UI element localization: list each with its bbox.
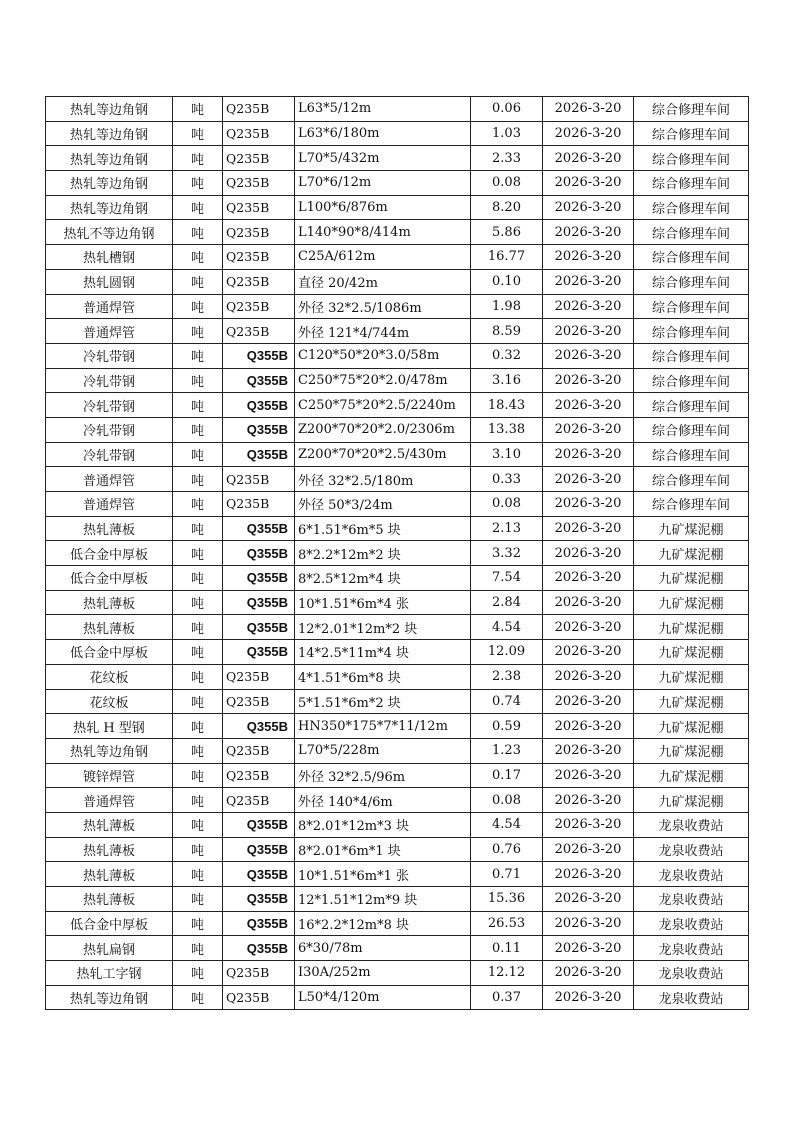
table-row [46,343,749,368]
item-name-cell: 普通焊管 [46,319,173,344]
table-row [46,195,749,220]
grade-cell: Q355B [223,516,295,541]
date-cell: 2026-3-20 [543,615,634,640]
table-row [46,245,749,270]
table-row [46,689,749,714]
unit-cell: 吨 [173,195,223,220]
grade-cell: Q235B [223,492,295,517]
spec-cell: 外径 140*4/6m [295,788,471,813]
spec-cell: 外径 121*4/744m [295,319,471,344]
item-name-cell: 冷轧带钢 [46,442,173,467]
destination-cell: 综合修理车间 [634,146,749,171]
unit-cell: 吨 [173,97,223,122]
spec-cell: 外径 32*2.5/96m [295,763,471,788]
unit-cell: 吨 [173,566,223,591]
unit-cell: 吨 [173,516,223,541]
destination-cell: 综合修理车间 [634,442,749,467]
item-name-cell: 热轧薄板 [46,516,173,541]
table-row [46,220,749,245]
grade-cell: Q235B [223,195,295,220]
quantity-cell: 13.38 [471,417,543,442]
date-cell: 2026-3-20 [543,911,634,936]
spec-cell: L140*90*8/414m [295,220,471,245]
quantity-cell: 0.10 [471,269,543,294]
item-name-cell: 热轧等边角钢 [46,985,173,1010]
date-cell: 2026-3-20 [543,862,634,887]
date-cell: 2026-3-20 [543,837,634,862]
item-name-cell: 冷轧带钢 [46,343,173,368]
date-cell: 2026-3-20 [543,442,634,467]
date-cell: 2026-3-20 [543,738,634,763]
quantity-cell: 3.32 [471,541,543,566]
table-row [46,887,749,912]
quantity-cell: 3.10 [471,442,543,467]
table-row [46,467,749,492]
item-name-cell: 热轧槽钢 [46,245,173,270]
spec-cell: 外径 50*3/24m [295,492,471,517]
table-row [46,566,749,591]
unit-cell: 吨 [173,245,223,270]
grade-cell: Q355B [223,714,295,739]
grade-cell: Q235B [223,269,295,294]
date-cell: 2026-3-20 [543,516,634,541]
destination-cell: 九矿煤泥棚 [634,516,749,541]
spec-cell: 外径 32*2.5/1086m [295,294,471,319]
destination-cell: 综合修理车间 [634,97,749,122]
table-row [46,492,749,517]
unit-cell: 吨 [173,862,223,887]
spec-cell: 8*2.01*6m*1 块 [295,837,471,862]
item-name-cell: 热轧薄板 [46,812,173,837]
date-cell: 2026-3-20 [543,220,634,245]
spec-cell: L70*6/12m [295,171,471,196]
unit-cell: 吨 [173,640,223,665]
table-row [46,640,749,665]
destination-cell: 九矿煤泥棚 [634,714,749,739]
unit-cell: 吨 [173,220,223,245]
quantity-cell: 8.20 [471,195,543,220]
table-row [46,171,749,196]
unit-cell: 吨 [173,936,223,961]
spec-cell: Z200*70*20*2.5/430m [295,442,471,467]
grade-cell: Q355B [223,615,295,640]
destination-cell: 龙泉收费站 [634,961,749,986]
grade-cell: Q235B [223,146,295,171]
grade-cell: Q235B [223,220,295,245]
spec-cell: 10*1.51*6m*1 张 [295,862,471,887]
unit-cell: 吨 [173,343,223,368]
item-name-cell: 热轧不等边角钢 [46,220,173,245]
item-name-cell: 热轧等边角钢 [46,171,173,196]
unit-cell: 吨 [173,590,223,615]
quantity-cell: 0.71 [471,862,543,887]
spec-cell: 8*2.2*12m*2 块 [295,541,471,566]
date-cell: 2026-3-20 [543,961,634,986]
spec-cell: L63*5/12m [295,97,471,122]
date-cell: 2026-3-20 [543,689,634,714]
item-name-cell: 热轧薄板 [46,837,173,862]
unit-cell: 吨 [173,492,223,517]
destination-cell: 龙泉收费站 [634,812,749,837]
quantity-cell: 1.23 [471,738,543,763]
destination-cell: 九矿煤泥棚 [634,640,749,665]
date-cell: 2026-3-20 [543,763,634,788]
table-row [46,541,749,566]
quantity-cell: 0.74 [471,689,543,714]
destination-cell: 综合修理车间 [634,220,749,245]
date-cell: 2026-3-20 [543,812,634,837]
item-name-cell: 冷轧带钢 [46,417,173,442]
grade-cell: Q235B [223,788,295,813]
unit-cell: 吨 [173,738,223,763]
destination-cell: 九矿煤泥棚 [634,689,749,714]
table-row [46,97,749,122]
spec-cell: C250*75*20*2.0/478m [295,368,471,393]
table-row [46,269,749,294]
quantity-cell: 16.77 [471,245,543,270]
table-row [46,862,749,887]
table-row [46,590,749,615]
unit-cell: 吨 [173,911,223,936]
unit-cell: 吨 [173,146,223,171]
spec-cell: 4*1.51*6m*8 块 [295,664,471,689]
date-cell: 2026-3-20 [543,269,634,294]
item-name-cell: 热轧薄板 [46,887,173,912]
quantity-cell: 12.09 [471,640,543,665]
destination-cell: 综合修理车间 [634,467,749,492]
table-row [46,936,749,961]
table-row [46,788,749,813]
spec-cell: 外径 32*2.5/180m [295,467,471,492]
unit-cell: 吨 [173,393,223,418]
destination-cell: 综合修理车间 [634,121,749,146]
unit-cell: 吨 [173,417,223,442]
item-name-cell: 普通焊管 [46,788,173,813]
grade-cell: Q235B [223,985,295,1010]
quantity-cell: 0.59 [471,714,543,739]
grade-cell: Q355B [223,640,295,665]
quantity-cell: 0.76 [471,837,543,862]
grade-cell: Q355B [223,541,295,566]
spec-cell: 10*1.51*6m*4 张 [295,590,471,615]
destination-cell: 综合修理车间 [634,393,749,418]
item-name-cell: 低合金中厚板 [46,640,173,665]
table-row [46,393,749,418]
spec-cell: 12*1.51*12m*9 块 [295,887,471,912]
item-name-cell: 花纹板 [46,664,173,689]
destination-cell: 龙泉收费站 [634,887,749,912]
destination-cell: 综合修理车间 [634,343,749,368]
table-body [46,97,749,1010]
item-name-cell: 热轧等边角钢 [46,195,173,220]
unit-cell: 吨 [173,368,223,393]
destination-cell: 综合修理车间 [634,492,749,517]
quantity-cell: 2.38 [471,664,543,689]
unit-cell: 吨 [173,664,223,689]
grade-cell: Q235B [223,664,295,689]
destination-cell: 九矿煤泥棚 [634,738,749,763]
destination-cell: 综合修理车间 [634,245,749,270]
item-name-cell: 热轧工字钢 [46,961,173,986]
item-name-cell: 普通焊管 [46,294,173,319]
item-name-cell: 热轧扁钢 [46,936,173,961]
grade-cell: Q235B [223,171,295,196]
spec-cell: HN350*175*7*11/12m [295,714,471,739]
grade-cell: Q355B [223,566,295,591]
destination-cell: 综合修理车间 [634,368,749,393]
unit-cell: 吨 [173,961,223,986]
date-cell: 2026-3-20 [543,171,634,196]
quantity-cell: 15.36 [471,887,543,912]
item-name-cell: 低合金中厚板 [46,566,173,591]
quantity-cell: 3.16 [471,368,543,393]
grade-cell: Q355B [223,417,295,442]
spec-cell: C120*50*20*3.0/58m [295,343,471,368]
quantity-cell: 0.06 [471,97,543,122]
spec-cell: 12*2.01*12m*2 块 [295,615,471,640]
grade-cell: Q355B [223,911,295,936]
grade-cell: Q355B [223,812,295,837]
date-cell: 2026-3-20 [543,195,634,220]
spec-cell: 14*2.5*11m*4 块 [295,640,471,665]
item-name-cell: 普通焊管 [46,467,173,492]
grade-cell: Q355B [223,862,295,887]
date-cell: 2026-3-20 [543,343,634,368]
unit-cell: 吨 [173,121,223,146]
spec-cell: Z200*70*20*2.0/2306m [295,417,471,442]
spec-cell: 6*1.51*6m*5 块 [295,516,471,541]
table-row [46,319,749,344]
date-cell: 2026-3-20 [543,788,634,813]
date-cell: 2026-3-20 [543,541,634,566]
grade-cell: Q235B [223,245,295,270]
spec-cell: 16*2.2*12m*8 块 [295,911,471,936]
grade-cell: Q235B [223,738,295,763]
unit-cell: 吨 [173,467,223,492]
grade-cell: Q235B [223,121,295,146]
item-name-cell: 普通焊管 [46,492,173,517]
item-name-cell: 热轧圆钢 [46,269,173,294]
destination-cell: 综合修理车间 [634,171,749,196]
date-cell: 2026-3-20 [543,640,634,665]
table-row [46,763,749,788]
table-row [46,516,749,541]
table-row [46,911,749,936]
item-name-cell: 热轧薄板 [46,615,173,640]
table-row [46,417,749,442]
destination-cell: 综合修理车间 [634,417,749,442]
item-name-cell: 热轧薄板 [46,590,173,615]
materials-table [45,96,749,1010]
unit-cell: 吨 [173,294,223,319]
unit-cell: 吨 [173,763,223,788]
spec-cell: L70*5/228m [295,738,471,763]
date-cell: 2026-3-20 [543,590,634,615]
destination-cell: 龙泉收费站 [634,936,749,961]
quantity-cell: 2.33 [471,146,543,171]
unit-cell: 吨 [173,887,223,912]
table-row [46,738,749,763]
quantity-cell: 0.08 [471,492,543,517]
item-name-cell: 低合金中厚板 [46,541,173,566]
destination-cell: 综合修理车间 [634,195,749,220]
grade-cell: Q235B [223,319,295,344]
spec-cell: 8*2.5*12m*4 块 [295,566,471,591]
destination-cell: 综合修理车间 [634,269,749,294]
grade-cell: Q235B [223,294,295,319]
date-cell: 2026-3-20 [543,97,634,122]
table-row [46,837,749,862]
table-row [46,664,749,689]
destination-cell: 龙泉收费站 [634,985,749,1010]
item-name-cell: 花纹板 [46,689,173,714]
date-cell: 2026-3-20 [543,985,634,1010]
table-row [46,615,749,640]
date-cell: 2026-3-20 [543,566,634,591]
unit-cell: 吨 [173,714,223,739]
destination-cell: 九矿煤泥棚 [634,664,749,689]
quantity-cell: 26.53 [471,911,543,936]
spec-cell: 8*2.01*12m*3 块 [295,812,471,837]
destination-cell: 九矿煤泥棚 [634,590,749,615]
table-row [46,368,749,393]
unit-cell: 吨 [173,442,223,467]
date-cell: 2026-3-20 [543,146,634,171]
quantity-cell: 0.08 [471,171,543,196]
spec-cell: C250*75*20*2.5/2240m [295,393,471,418]
grade-cell: Q235B [223,467,295,492]
destination-cell: 九矿煤泥棚 [634,541,749,566]
item-name-cell: 冷轧带钢 [46,393,173,418]
quantity-cell: 5.86 [471,220,543,245]
quantity-cell: 0.32 [471,343,543,368]
destination-cell: 九矿煤泥棚 [634,763,749,788]
unit-cell: 吨 [173,269,223,294]
item-name-cell: 热轧等边角钢 [46,738,173,763]
destination-cell: 九矿煤泥棚 [634,566,749,591]
spec-cell: 直径 20/42m [295,269,471,294]
quantity-cell: 0.08 [471,788,543,813]
destination-cell: 综合修理车间 [634,294,749,319]
grade-cell: Q355B [223,936,295,961]
grade-cell: Q235B [223,961,295,986]
unit-cell: 吨 [173,541,223,566]
date-cell: 2026-3-20 [543,393,634,418]
spec-cell: 5*1.51*6m*2 块 [295,689,471,714]
grade-cell: Q355B [223,442,295,467]
date-cell: 2026-3-20 [543,319,634,344]
destination-cell: 九矿煤泥棚 [634,615,749,640]
grade-cell: Q355B [223,343,295,368]
quantity-cell: 1.98 [471,294,543,319]
spec-cell: L100*6/876m [295,195,471,220]
spec-cell: L63*6/180m [295,121,471,146]
grade-cell: Q235B [223,97,295,122]
quantity-cell: 1.03 [471,121,543,146]
quantity-cell: 0.33 [471,467,543,492]
grade-cell: Q235B [223,763,295,788]
date-cell: 2026-3-20 [543,368,634,393]
quantity-cell: 4.54 [471,615,543,640]
quantity-cell: 0.17 [471,763,543,788]
destination-cell: 龙泉收费站 [634,837,749,862]
date-cell: 2026-3-20 [543,714,634,739]
grade-cell: Q355B [223,887,295,912]
quantity-cell: 4.54 [471,812,543,837]
unit-cell: 吨 [173,171,223,196]
item-name-cell: 低合金中厚板 [46,911,173,936]
unit-cell: 吨 [173,985,223,1010]
quantity-cell: 2.13 [471,516,543,541]
table-row [46,121,749,146]
destination-cell: 九矿煤泥棚 [634,788,749,813]
table-row [46,442,749,467]
grade-cell: Q355B [223,837,295,862]
date-cell: 2026-3-20 [543,121,634,146]
quantity-cell: 7.54 [471,566,543,591]
item-name-cell: 热轧等边角钢 [46,121,173,146]
grade-cell: Q235B [223,689,295,714]
table-row [46,294,749,319]
spec-cell: 6*30/78m [295,936,471,961]
table-row [46,146,749,171]
destination-cell: 龙泉收费站 [634,911,749,936]
date-cell: 2026-3-20 [543,467,634,492]
quantity-cell: 2.84 [471,590,543,615]
quantity-cell: 18.43 [471,393,543,418]
date-cell: 2026-3-20 [543,936,634,961]
item-name-cell: 热轧等边角钢 [46,146,173,171]
quantity-cell: 12.12 [471,961,543,986]
table-row [46,714,749,739]
unit-cell: 吨 [173,319,223,344]
spec-cell: I30A/252m [295,961,471,986]
date-cell: 2026-3-20 [543,887,634,912]
table-row [46,985,749,1010]
item-name-cell: 热轧薄板 [46,862,173,887]
unit-cell: 吨 [173,837,223,862]
quantity-cell: 0.37 [471,985,543,1010]
grade-cell: Q355B [223,368,295,393]
date-cell: 2026-3-20 [543,664,634,689]
quantity-cell: 8.59 [471,319,543,344]
grade-cell: Q355B [223,393,295,418]
unit-cell: 吨 [173,615,223,640]
item-name-cell: 镀锌焊管 [46,763,173,788]
spec-cell: L70*5/432m [295,146,471,171]
date-cell: 2026-3-20 [543,492,634,517]
item-name-cell: 热轧等边角钢 [46,97,173,122]
table-row [46,961,749,986]
destination-cell: 龙泉收费站 [634,862,749,887]
quantity-cell: 0.11 [471,936,543,961]
date-cell: 2026-3-20 [543,417,634,442]
date-cell: 2026-3-20 [543,294,634,319]
item-name-cell: 热轧 H 型钢 [46,714,173,739]
spec-cell: C25A/612m [295,245,471,270]
table-row [46,812,749,837]
date-cell: 2026-3-20 [543,245,634,270]
destination-cell: 综合修理车间 [634,319,749,344]
spec-cell: L50*4/120m [295,985,471,1010]
unit-cell: 吨 [173,689,223,714]
unit-cell: 吨 [173,788,223,813]
item-name-cell: 冷轧带钢 [46,368,173,393]
unit-cell: 吨 [173,812,223,837]
grade-cell: Q355B [223,590,295,615]
